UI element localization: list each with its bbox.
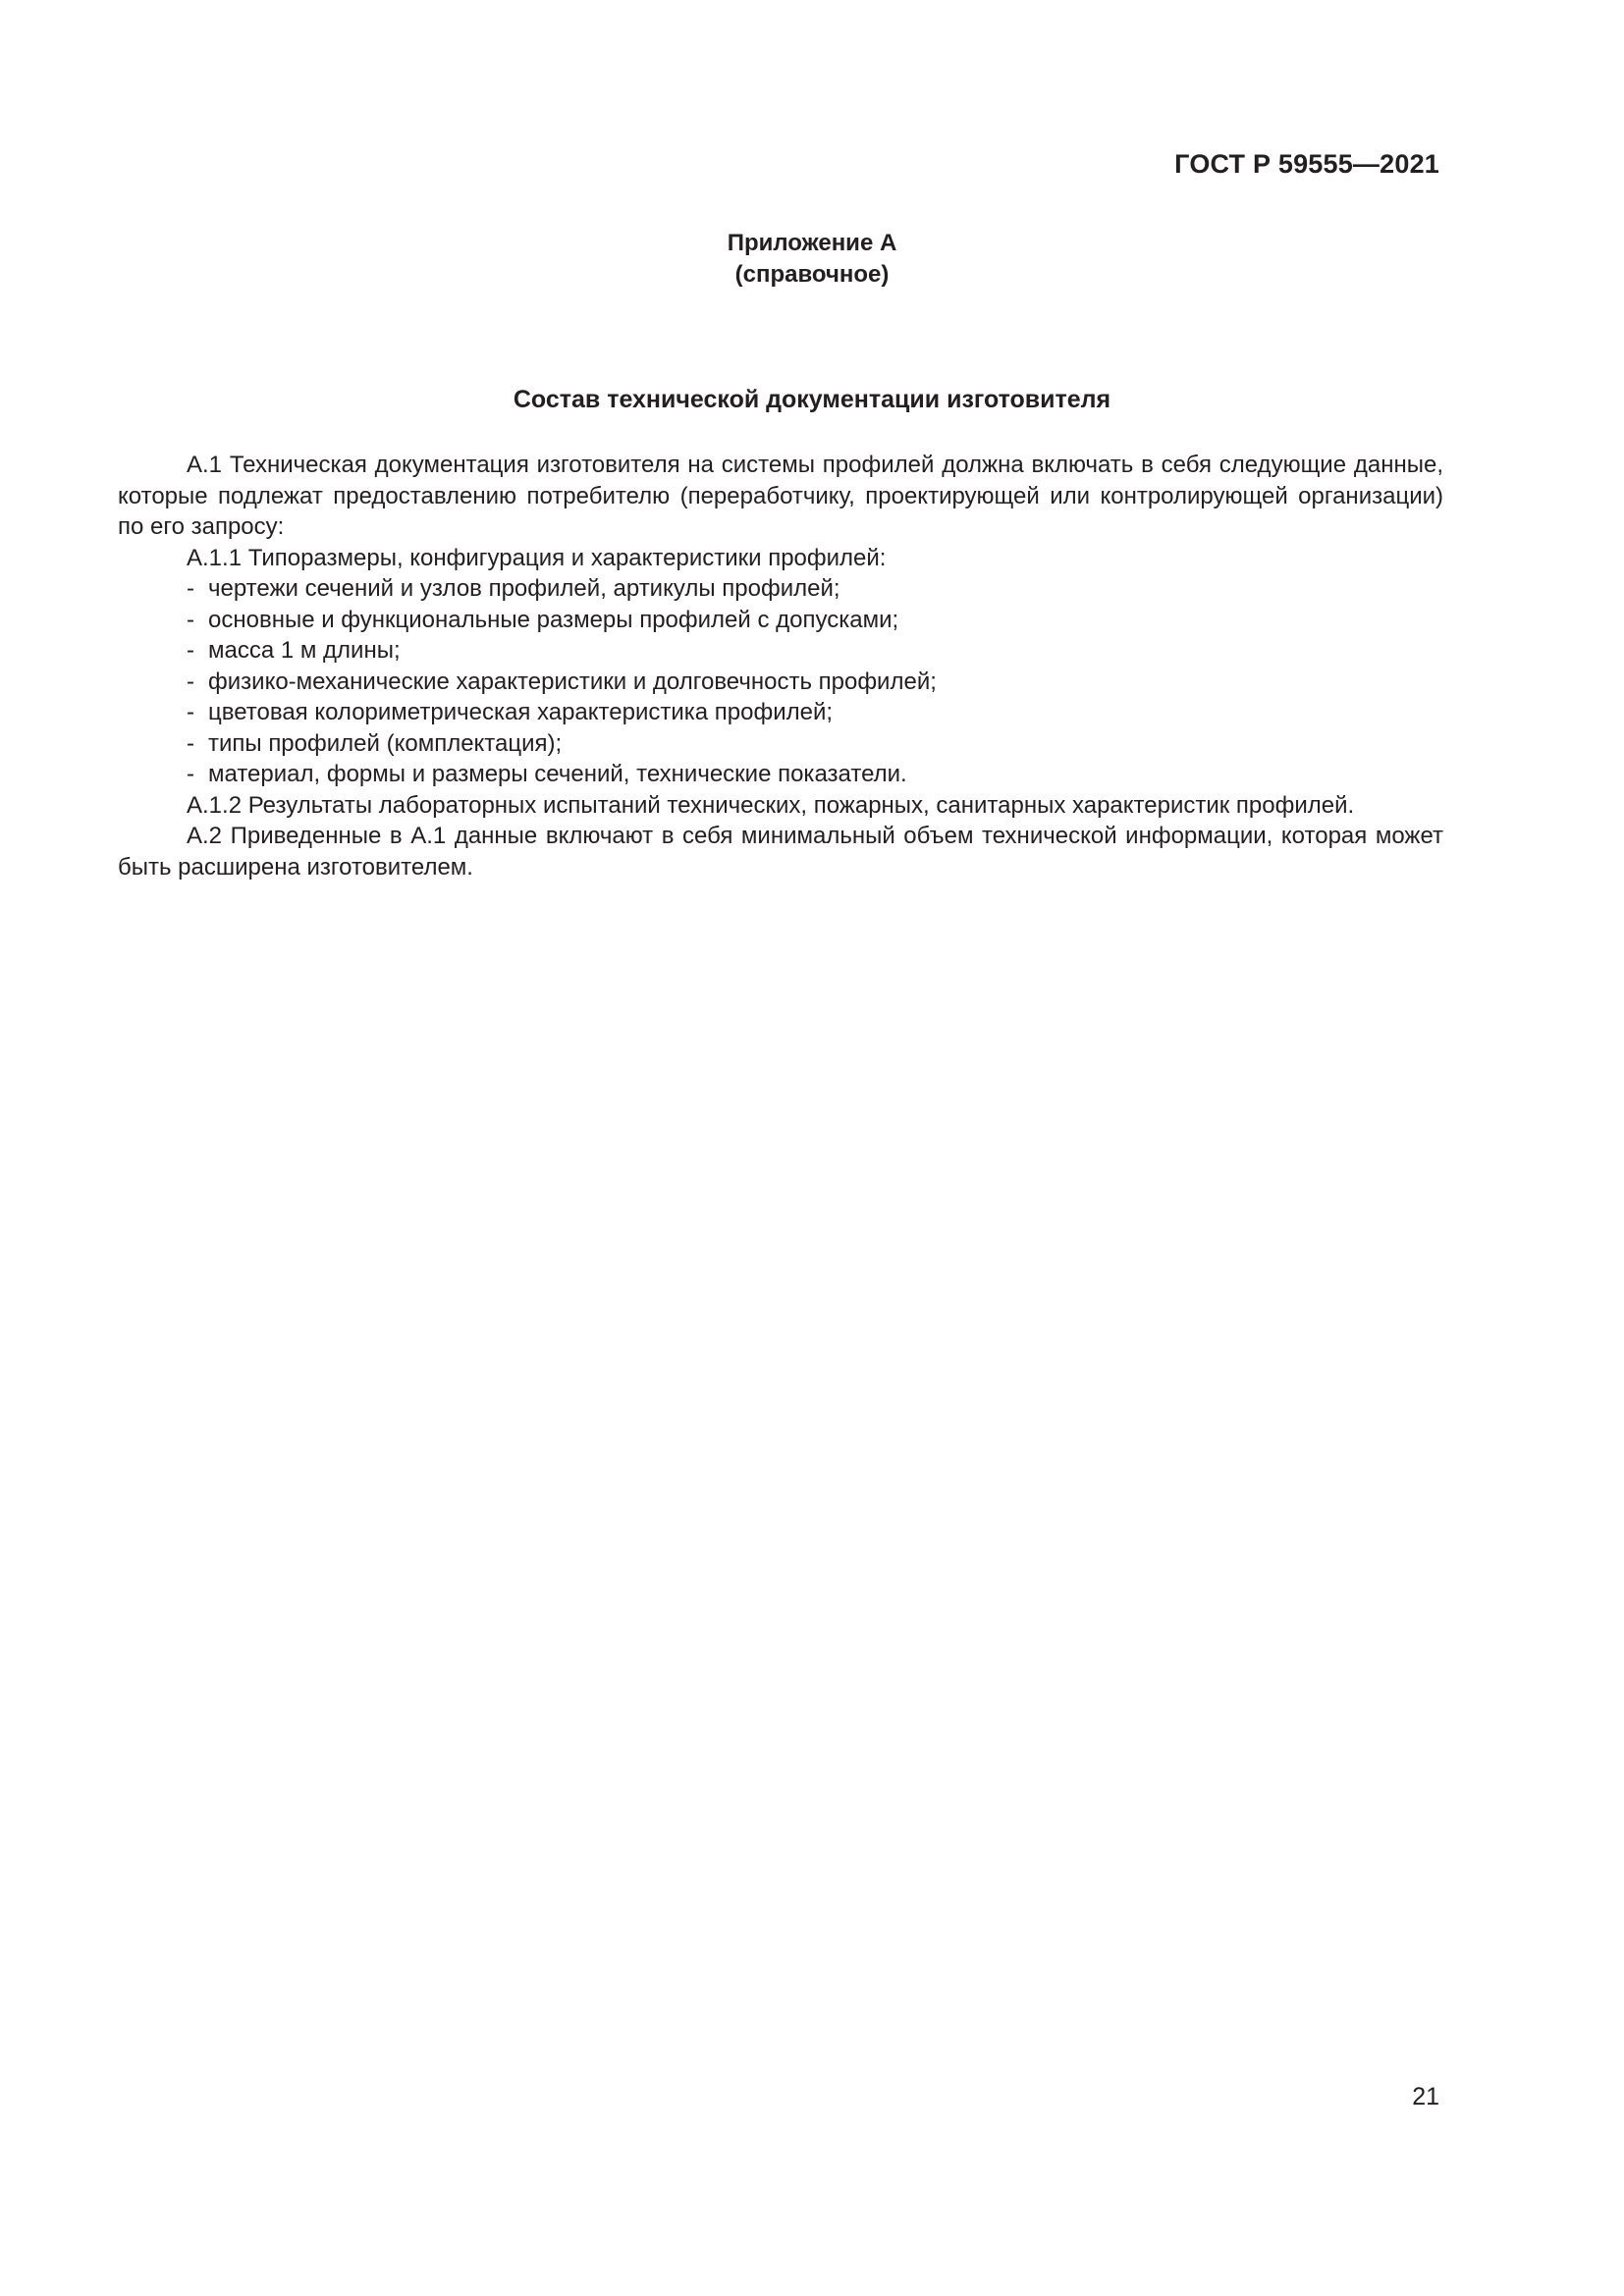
dash-marker: - bbox=[187, 761, 194, 787]
paragraph-a1-2: А.1.2 Результаты лабораторных испытаний технических, пожарных, санитарных характеристик профилей. bbox=[187, 791, 1355, 819]
list-item bbox=[118, 635, 1443, 667]
section-title: Состав технической документации изготовителя bbox=[513, 386, 1111, 413]
dash-marker: - bbox=[187, 667, 194, 695]
list-item bbox=[118, 605, 1443, 636]
page-number: 21 bbox=[1412, 2083, 1439, 2110]
list-item-text: цветовая колориметрическая характеристика профилей; bbox=[208, 699, 834, 725]
list-item-text: масса 1 м длины; bbox=[208, 637, 401, 664]
list-item bbox=[118, 667, 1443, 698]
list-item-text: основные и функциональные размеры профилей с допусками; bbox=[208, 606, 899, 633]
list-item-text: типы профилей (комплектация); bbox=[208, 729, 563, 757]
dash-marker: - bbox=[187, 575, 194, 602]
list-item bbox=[118, 728, 1443, 760]
list-item-text: материал, формы и размеры сечений, технические показатели. bbox=[208, 761, 907, 787]
body-text bbox=[118, 450, 1443, 882]
list-item bbox=[118, 573, 1443, 605]
list-item bbox=[118, 759, 1443, 790]
dash-marker: - bbox=[187, 637, 194, 664]
list-item-text: чертежи сечений и узлов профилей, артикулы профилей; bbox=[208, 575, 840, 602]
dash-marker: - bbox=[187, 699, 194, 725]
dash-list bbox=[118, 573, 1443, 790]
list-item bbox=[118, 697, 1443, 728]
paragraph-a1: А.1 Техническая документация изготовителя на системы профилей должна включать в себя следующие данные, которые подлежат предоставлению потребителю (переработчику, проектирующей или контролирующей организации) по его запросу: bbox=[118, 452, 1443, 540]
appendix-heading bbox=[0, 228, 1624, 291]
list-item-text: физико-механические характеристики и долговечность профилей; bbox=[208, 667, 937, 695]
paragraph-a2: А.2 Приведенные в А.1 данные включают в себя минимальный объем технической информации, которая может быть расширена изготовителем. bbox=[118, 823, 1443, 881]
appendix-subtitle: (справочное) bbox=[734, 261, 890, 288]
standard-id: ГОСТ Р 59555—2021 bbox=[1174, 149, 1439, 179]
appendix-title: Приложение А bbox=[727, 230, 897, 256]
dash-marker: - bbox=[187, 729, 194, 757]
dash-marker: - bbox=[187, 606, 194, 633]
paragraph-a1-1: А.1.1 Типоразмеры, конфигурация и характеристики профилей: bbox=[187, 544, 887, 571]
